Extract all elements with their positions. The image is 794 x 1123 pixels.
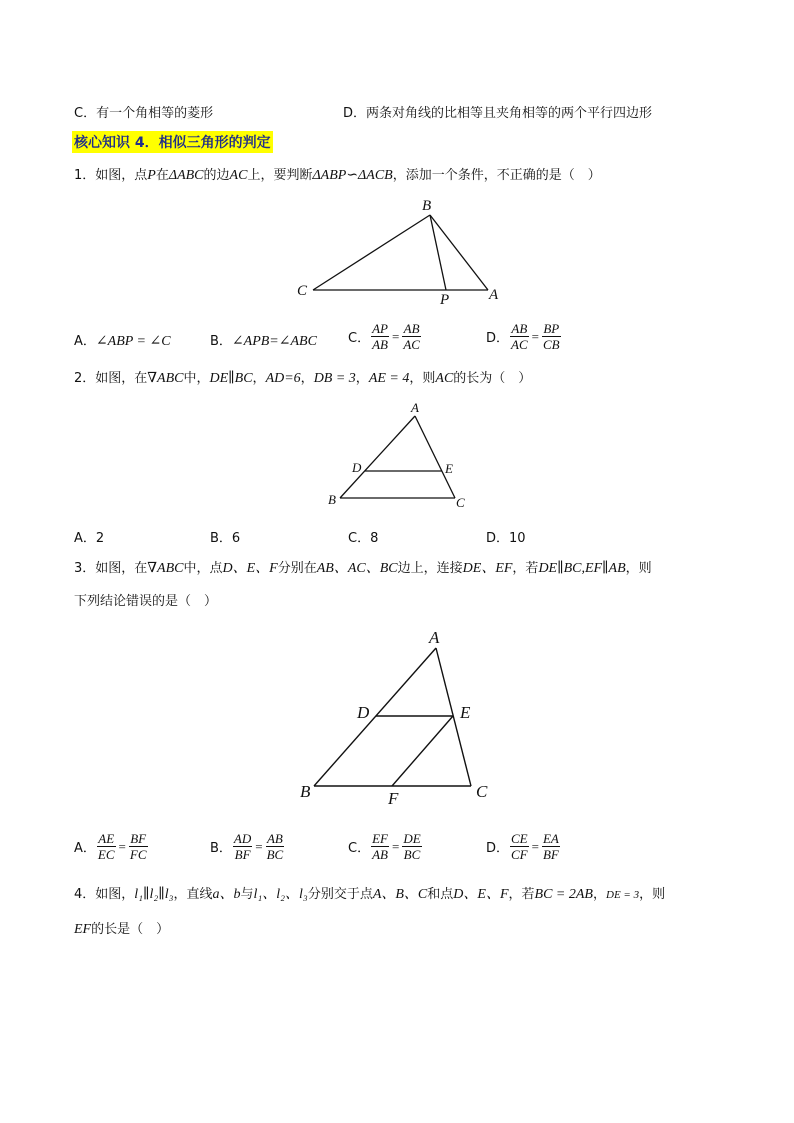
q4-text: 分别交于点 — [307, 887, 373, 902]
q2-text: 中， — [183, 371, 210, 386]
option-letter: B． — [210, 841, 232, 856]
q3-line-ef — [392, 716, 453, 786]
q4-text: 的长是（ ） — [91, 922, 170, 937]
q3-text: 3．如图，在 — [74, 561, 148, 576]
q3-condition: DE∥BC,EF∥AB — [538, 561, 626, 576]
q3-label-d: D — [357, 703, 370, 722]
q4-text: 4．如图， — [74, 887, 135, 902]
q2-label-c: C — [456, 495, 465, 510]
q1-option-a-expr: ∠ABP = ∠C — [95, 334, 171, 349]
denominator: BF — [542, 847, 559, 862]
numerator: AD — [233, 831, 252, 846]
numerator: BF — [130, 831, 147, 846]
q1-label-c: C — [297, 283, 308, 299]
q3-label-a: A — [429, 628, 440, 647]
fraction — [233, 831, 252, 862]
q3-option-b[interactable]: B． $\frac{AD}{BF}$ = $\frac{AB}{BC}$ — [210, 831, 284, 862]
q1-similar: ΔABP∽ΔACB — [312, 168, 393, 183]
fraction — [542, 831, 560, 862]
option-d-prev: D．两条对角线的比相等且夹角相等的两个平行四边形 — [343, 106, 653, 121]
q2-ad: AD=6 — [265, 371, 301, 386]
q3-triangle: ∇ABC — [147, 561, 184, 576]
q1-label-a: A — [489, 287, 499, 303]
q2-option-c[interactable]: C．8 — [348, 531, 379, 546]
q3-label-e: E — [460, 703, 471, 722]
fraction — [266, 831, 285, 862]
q1-point-p: P — [147, 168, 156, 183]
denominator: BC — [266, 847, 284, 862]
q3-segments: DE、EF — [462, 561, 513, 576]
numerator: EF — [372, 831, 388, 846]
q2-option-b[interactable]: B．6 — [210, 531, 241, 546]
q4-points-abc: A、B、C — [372, 887, 428, 902]
fraction — [371, 831, 389, 862]
q4-text: ， — [592, 887, 606, 902]
q2-label-a: A — [411, 400, 419, 415]
q4-text: ，若 — [508, 887, 535, 902]
q1-option-d[interactable]: D． $\frac{AB}{AC}$ = $\frac{BP}{CB}$ — [486, 321, 560, 352]
q2-text: ， — [355, 371, 369, 386]
q4-text: 与 — [240, 887, 254, 902]
q2-label-d: D — [352, 460, 362, 475]
q3-stem-line2: 下列结论错误的是（ ） — [74, 594, 218, 609]
option-letter: B． — [210, 334, 232, 349]
q3-line-ab — [314, 648, 436, 786]
q4-text: ，直线 — [173, 887, 213, 902]
option-letter: C． — [348, 331, 371, 346]
q1-text: ，添加一个条件，不正确的是（ ） — [392, 168, 601, 183]
q1-text: 在 — [155, 168, 169, 183]
q2-text: 2．如图，在 — [74, 371, 148, 386]
q1-label-p: P — [440, 292, 450, 308]
q4-points-def: D、E、F — [453, 887, 509, 902]
q1-text: 1．如图，点 — [74, 168, 148, 183]
q3-label-f: F — [388, 789, 399, 808]
fraction — [97, 831, 116, 862]
q2-ae: AE = 4 — [368, 371, 410, 386]
q4-bc: BC = 2AB — [534, 887, 593, 902]
option-letter: D． — [486, 841, 510, 856]
q1-triangle: ΔABC — [168, 168, 204, 183]
q1-option-c[interactable]: C． $\frac{AP}{AB}$ = $\frac{AB}{AC}$ — [348, 321, 420, 352]
denominator: CF — [511, 847, 528, 862]
q3-label-c: C — [476, 782, 488, 801]
q3-option-c[interactable]: C． $\frac{EF}{AB}$ = $\frac{DE}{BC}$ — [348, 831, 421, 862]
q4-stem-line2 — [74, 918, 169, 938]
denominator: BC — [403, 847, 421, 862]
option-c-prev: C．有一个角相等的菱形 — [74, 106, 214, 121]
numerator: DE — [403, 831, 421, 846]
q2-label-b: B — [328, 492, 336, 507]
q1-text: 的边 — [203, 168, 230, 183]
q2-triangle: ∇ABC — [147, 371, 184, 386]
denominator: AB — [372, 847, 388, 862]
q2-parallel: DE∥BC — [209, 371, 253, 386]
q3-option-d[interactable]: D． $\frac{CE}{CF}$ = $\frac{EA}{BF}$ — [486, 831, 559, 862]
numerator: AE — [98, 831, 115, 846]
denominator: AB — [372, 337, 388, 352]
q4-stem — [74, 883, 665, 903]
q4-lines-l: l₁、l₂、l₃ — [253, 887, 308, 902]
q4-text: 和点 — [427, 887, 454, 902]
q4-ef: EF — [74, 922, 92, 937]
q4-lines-ab: a、b — [212, 887, 241, 902]
denominator: AC — [403, 337, 420, 352]
q3-text: 边上，连接 — [397, 561, 463, 576]
numerator: AB — [266, 831, 283, 846]
option-letter: C． — [348, 841, 371, 856]
option-letter: A． — [74, 334, 96, 349]
q2-text: ， — [300, 371, 314, 386]
q2-text: 的长为（ ） — [453, 371, 532, 386]
q3-sides: AB、AC、BC — [316, 561, 398, 576]
q2-label-e: E — [445, 461, 453, 476]
q2-side-ac: AC — [435, 371, 454, 386]
q4-de: DE = 3 — [606, 889, 640, 901]
q3-label-b: B — [300, 782, 311, 801]
q4-text: ，则 — [639, 887, 666, 902]
q3-option-a[interactable]: A． $\frac{AE}{EC}$ = $\frac{BF}{FC}$ — [74, 831, 147, 862]
q3-text: ，则 — [625, 561, 652, 576]
q3-text: ，若 — [512, 561, 539, 576]
section-heading: 核心知识 4．相似三角形的判定 — [72, 131, 273, 153]
q4-parallel-lines: l₁∥l₂∥l₃ — [134, 887, 174, 902]
q2-text: ，则 — [409, 371, 436, 386]
numerator: AP — [372, 321, 388, 336]
q3-points: D、E、F — [222, 561, 278, 576]
q1-text: 上，要判断 — [247, 168, 313, 183]
q1-option-b-expr: ∠APB=∠ABC — [231, 334, 317, 349]
numerator: CE — [511, 831, 528, 846]
q3-text: 分别在 — [277, 561, 317, 576]
denominator: AC — [511, 337, 528, 352]
q1-label-b: B — [422, 198, 432, 214]
denominator: BF — [234, 847, 251, 862]
q1-side-ac: AC — [229, 168, 248, 183]
numerator: AB — [511, 321, 528, 336]
denominator: FC — [129, 847, 147, 862]
q2-db: DB = 3 — [313, 371, 356, 386]
q3-text: 中，点 — [183, 561, 223, 576]
denominator: CB — [542, 337, 560, 352]
fraction — [510, 831, 529, 862]
q2-text: ， — [252, 371, 266, 386]
numerator: EA — [542, 831, 559, 846]
fraction — [402, 831, 421, 862]
option-letter: D． — [486, 331, 510, 346]
q2-option-a[interactable]: A．2 — [74, 531, 105, 546]
numerator: BP — [543, 321, 560, 336]
denominator: EC — [97, 847, 115, 862]
numerator: AB — [403, 321, 420, 336]
q2-option-d[interactable]: D．10 — [486, 531, 526, 546]
fraction — [129, 831, 148, 862]
option-letter: A． — [74, 841, 96, 856]
